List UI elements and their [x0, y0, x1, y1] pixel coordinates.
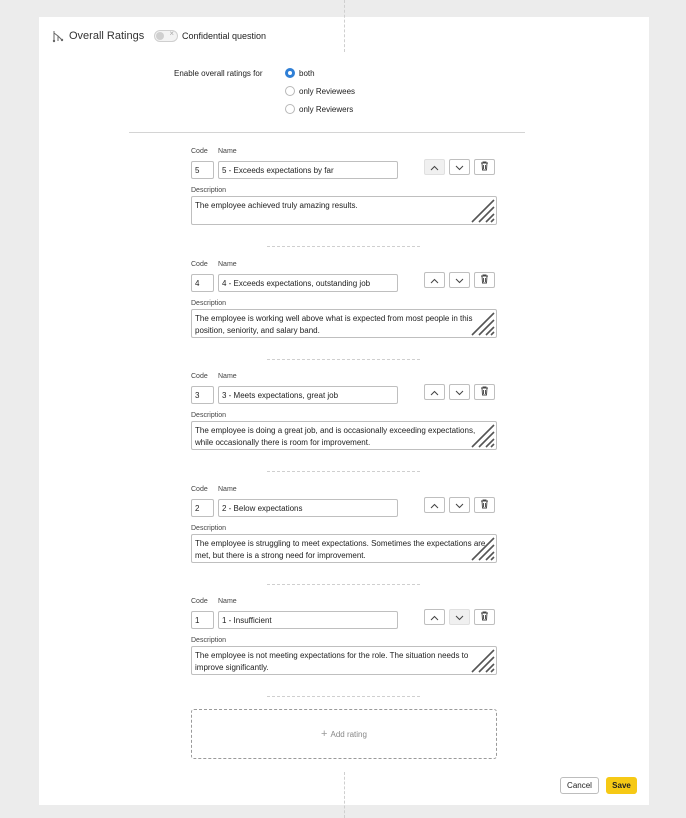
rating-item — [191, 372, 497, 464]
rating-divider — [267, 246, 420, 247]
add-rating-label: Add rating — [330, 729, 367, 739]
move-down-button[interactable] — [449, 384, 470, 400]
resize-grip-icon[interactable] — [469, 422, 495, 448]
radio-only-reviewers[interactable] — [285, 104, 353, 114]
radio-label: both — [299, 68, 315, 78]
chevron-up-icon — [430, 158, 439, 176]
radio-button[interactable] — [285, 86, 295, 96]
description-text: The employee is struggling to meet expectations. Sometimes the expectations are met, but there is a strong need for improvement. — [195, 539, 486, 560]
enable-label: Enable overall ratings for — [174, 69, 263, 78]
trash-icon — [480, 496, 489, 514]
description-textarea[interactable] — [191, 196, 497, 225]
rating-item — [191, 485, 497, 577]
move-up-button[interactable] — [424, 384, 445, 400]
radio-button[interactable] — [285, 68, 295, 78]
name-input[interactable]: 1 - Insufficient — [218, 611, 398, 629]
page-title: Overall Ratings — [69, 30, 145, 42]
description-label: Description — [191, 187, 227, 194]
scale-icon — [52, 30, 64, 43]
description-textarea[interactable] — [191, 646, 497, 675]
radio-only-reviewees[interactable] — [285, 86, 355, 96]
move-down-button[interactable] — [449, 497, 470, 513]
delete-button[interactable] — [474, 497, 495, 513]
plus-icon: + — [321, 728, 328, 740]
toggle-knob — [156, 32, 164, 40]
confidential-toggle[interactable] — [154, 30, 178, 42]
trash-icon — [480, 158, 489, 176]
description-textarea[interactable] — [191, 534, 497, 563]
rating-item — [191, 597, 497, 689]
name-input[interactable]: 2 - Below expectations — [218, 499, 398, 517]
radio-label: only Reviewees — [299, 86, 356, 96]
name-input[interactable]: 3 - Meets expectations, great job — [218, 386, 398, 404]
name-label: Name — [218, 373, 237, 380]
chevron-down-icon — [455, 271, 464, 289]
rating-item — [191, 147, 497, 239]
trash-icon — [480, 271, 489, 289]
name-label: Name — [218, 261, 237, 268]
code-label: Code — [191, 373, 208, 380]
move-down-button[interactable] — [449, 609, 470, 625]
move-down-button[interactable] — [449, 272, 470, 288]
description-text: The employee is doing a great job, and is occasionally exceeding expectations, while occasionally there is room for improvement. — [195, 426, 476, 447]
chevron-down-icon — [455, 496, 464, 514]
name-label: Name — [218, 486, 237, 493]
name-label: Name — [218, 598, 237, 605]
code-label: Code — [191, 598, 208, 605]
chevron-down-icon — [455, 383, 464, 401]
chevron-up-icon — [430, 496, 439, 514]
code-label: Code — [191, 148, 208, 155]
chevron-up-icon — [430, 271, 439, 289]
description-label: Description — [191, 412, 227, 419]
description-textarea[interactable] — [191, 421, 497, 450]
delete-button[interactable] — [474, 384, 495, 400]
name-input[interactable]: 5 - Exceeds expectations by far — [218, 161, 398, 179]
code-input[interactable]: 5 — [191, 161, 214, 179]
add-rating-button[interactable] — [191, 709, 497, 759]
description-label: Description — [191, 300, 227, 307]
rating-divider — [267, 696, 420, 697]
description-textarea[interactable] — [191, 309, 497, 338]
chevron-up-icon — [430, 383, 439, 401]
name-label: Name — [218, 148, 237, 155]
delete-button[interactable] — [474, 159, 495, 175]
description-text: The employee achieved truly amazing results. — [195, 201, 358, 210]
code-input[interactable]: 1 — [191, 611, 214, 629]
resize-grip-icon[interactable] — [469, 310, 495, 336]
move-up-button[interactable] — [424, 609, 445, 625]
resize-grip-icon[interactable] — [469, 535, 495, 561]
rating-item — [191, 260, 497, 352]
resize-grip-icon[interactable] — [469, 647, 495, 673]
code-label: Code — [191, 486, 208, 493]
radio-label: only Reviewers — [299, 104, 354, 114]
divider — [344, 0, 345, 52]
chevron-down-icon — [455, 608, 464, 626]
rating-divider — [267, 471, 420, 472]
delete-button[interactable] — [474, 609, 495, 625]
description-label: Description — [191, 525, 227, 532]
move-up-button[interactable] — [424, 159, 445, 175]
rating-divider — [267, 359, 420, 360]
description-text: The employee is working well above what is expected from most people in this position, seniority, and salary band. — [195, 314, 473, 335]
question-header — [52, 28, 144, 44]
move-up-button[interactable] — [424, 497, 445, 513]
section-divider — [129, 132, 525, 133]
cancel-button[interactable]: Cancel — [560, 777, 599, 794]
code-input[interactable]: 4 — [191, 274, 214, 292]
chevron-up-icon — [430, 608, 439, 626]
code-input[interactable]: 2 — [191, 499, 214, 517]
description-text: The employee is not meeting expectations for the role. The situation needs to improve significantly. — [195, 651, 469, 672]
trash-icon — [480, 608, 489, 626]
resize-grip-icon[interactable] — [469, 197, 495, 223]
move-down-button[interactable] — [449, 159, 470, 175]
delete-button[interactable] — [474, 272, 495, 288]
trash-icon — [480, 383, 489, 401]
rating-divider — [267, 584, 420, 585]
close-icon: × — [169, 29, 174, 38]
save-button[interactable]: Save — [606, 777, 637, 794]
name-input[interactable]: 4 - Exceeds expectations, outstanding job — [218, 274, 398, 292]
move-up-button[interactable] — [424, 272, 445, 288]
code-label: Code — [191, 261, 208, 268]
radio-both[interactable] — [285, 68, 315, 78]
confidential-label: Confidential question — [182, 31, 267, 41]
divider — [344, 772, 345, 818]
code-input[interactable]: 3 — [191, 386, 214, 404]
radio-button[interactable] — [285, 104, 295, 114]
chevron-down-icon — [455, 158, 464, 176]
description-label: Description — [191, 637, 227, 644]
